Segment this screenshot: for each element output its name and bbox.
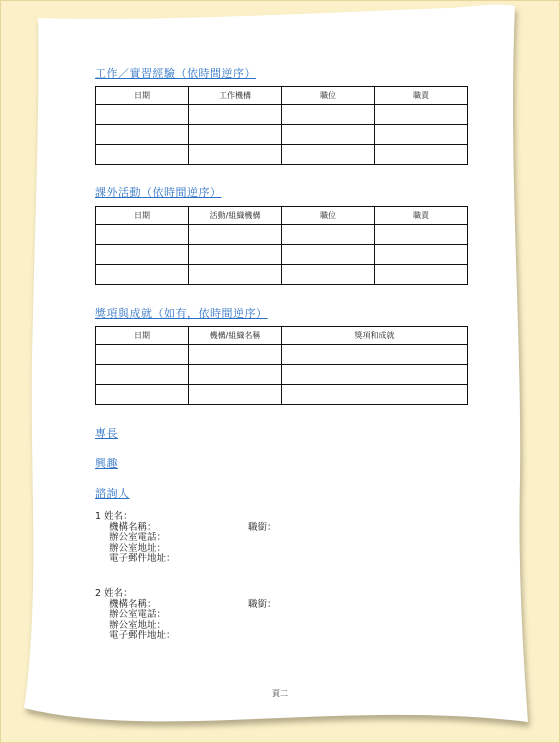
- referee-number: 2: [95, 588, 102, 599]
- interests-section-title: 興趣: [95, 457, 118, 470]
- page-number: 頁二: [272, 689, 288, 698]
- skills-section-title: 專長: [95, 427, 118, 440]
- referee-name-label: 姓名：: [104, 588, 133, 599]
- header-awards: 獎項和成就: [282, 327, 468, 345]
- header-duties: 職責: [375, 207, 468, 225]
- table-row: [96, 265, 468, 285]
- referee-number: 1: [95, 511, 102, 522]
- awards-section-title: 獎項與成就（如有，依時間逆序）: [95, 307, 268, 320]
- table-row: [96, 105, 468, 125]
- activities-section-title: 課外活動（依時間逆序）: [95, 186, 222, 199]
- header-organization: 活動/組織機構: [189, 207, 282, 225]
- table-row: [96, 385, 468, 405]
- referee-title-label: 職銜：: [248, 521, 277, 533]
- referee-title-label: 職銜：: [248, 598, 277, 610]
- referee-address-label: 辦公室地址：: [109, 542, 167, 554]
- table-row: [96, 365, 468, 385]
- header-duties: 職責: [375, 87, 468, 105]
- table-row: [96, 345, 468, 365]
- referee-2: [95, 588, 277, 642]
- referee-org-label: 機構名稱：: [109, 598, 157, 610]
- table-header-row: [96, 207, 468, 225]
- table-row: [96, 225, 468, 245]
- table-header-row: [96, 327, 468, 345]
- referee-phone-label: 辦公室電話：: [109, 532, 167, 543]
- referee-name-label: 姓名：: [104, 511, 133, 522]
- work-section-title: 工作／實習經驗（依時間逆序）: [95, 67, 256, 80]
- referee-org-label: 機構名稱：: [109, 521, 157, 533]
- activities-table: [95, 206, 468, 285]
- referee-email-label: 電子郵件地址：: [109, 553, 176, 564]
- header-position: 職位: [282, 87, 375, 105]
- table-row: [96, 245, 468, 265]
- table-row: [96, 125, 468, 145]
- header-date: 日期: [96, 207, 189, 225]
- referee-phone-label: 辦公室電話：: [109, 609, 167, 620]
- table-header-row: [96, 87, 468, 105]
- table-row: [96, 145, 468, 165]
- referees-section-title: 諮詢人: [95, 487, 130, 500]
- referee-1: [95, 511, 277, 565]
- referee-email-label: 電子郵件地址：: [109, 630, 176, 641]
- work-table: [95, 86, 468, 165]
- awards-table: [95, 326, 468, 405]
- header-organization: 機構/組織名稱: [189, 327, 282, 345]
- header-position: 職位: [282, 207, 375, 225]
- referee-address-label: 辦公室地址：: [109, 619, 167, 631]
- header-date: 日期: [96, 327, 189, 345]
- header-organization: 工作機構: [189, 87, 282, 105]
- header-date: 日期: [96, 87, 189, 105]
